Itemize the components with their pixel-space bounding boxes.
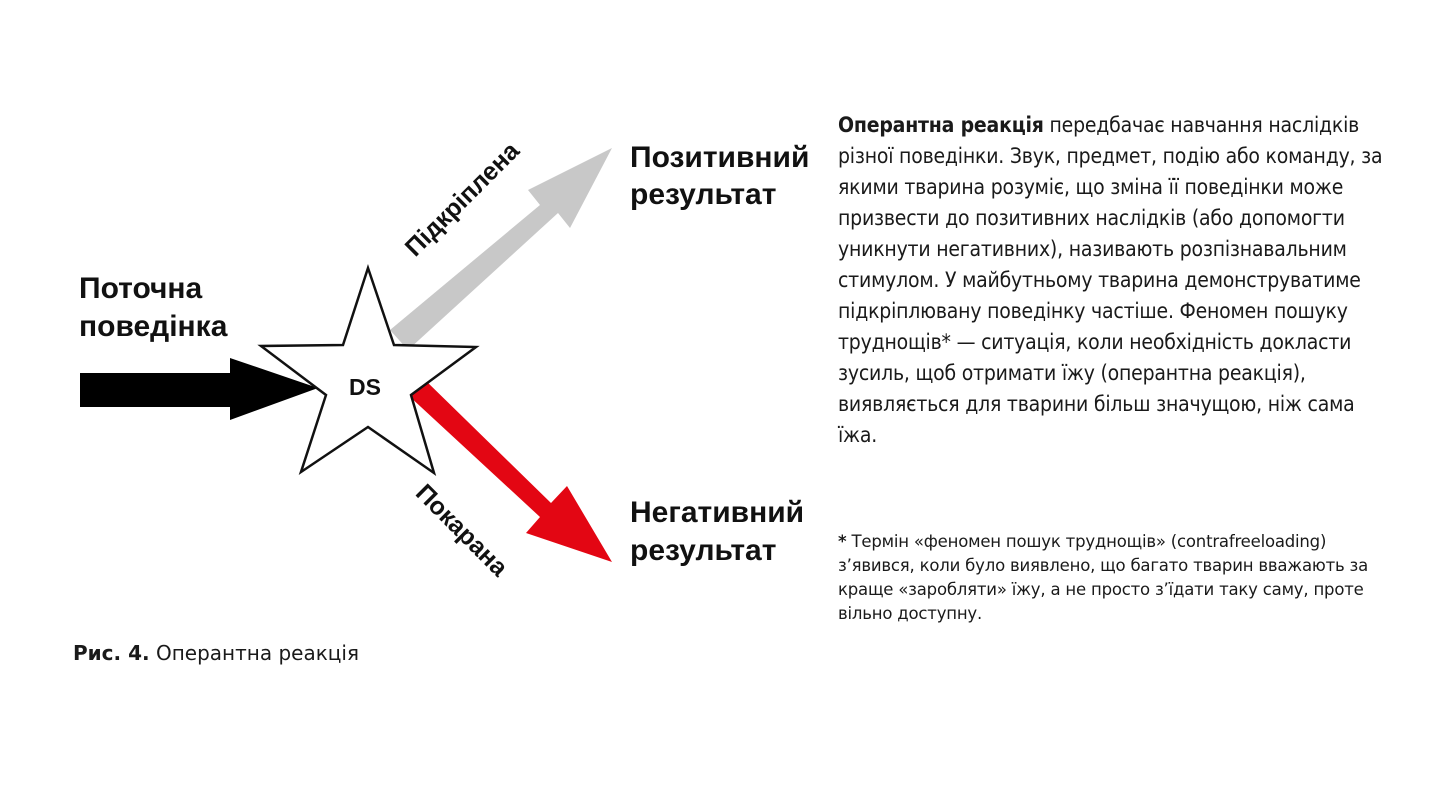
punished-label: Покарана (410, 478, 514, 582)
footnote-text: Термін «феномен пошук труднощів» (contrafreeloading) з’явився, коли було виявлено, що багато тварин вважають за краще «заробляти» їжу, а не просто з’їдати таку саму, проте вільно доступну. (838, 532, 1369, 623)
negative-result-label (630, 496, 812, 567)
positive-result-line-1: Позитивний (630, 141, 810, 174)
punished-arrow (408, 378, 612, 562)
positive-result-label (630, 141, 818, 211)
star-label: DS (349, 374, 381, 400)
current-behavior-arrow (80, 358, 318, 420)
description-text: передбачає навчання наслідків різної поведінки. Звук, предмет, подію або команду, за якими тварина розуміє, що зміна її поведінки може призвести до позитивних наслідків (або допомогти уникнути негативних), називають розпізнавальним стимулом. У майбутньому тварина демонструватиме підкріплювану поведінку частіше. Феномен пошуку труднощів* — ситуація, коли необхідність докласти зусиль, щоб отримати їжу (оперантна реакція), виявляється для тварини більш значущою, ніж сама їжа. (838, 113, 1383, 447)
footnote-marker: * (838, 532, 847, 551)
current-behavior-line-1: Поточна (79, 272, 203, 305)
current-behavior-line-2: поведінка (79, 310, 228, 343)
description-term: Оперантна реакція (838, 113, 1044, 137)
caption-text: Оперантна реакція (149, 641, 359, 665)
current-behavior-label (79, 272, 228, 343)
footnote (838, 530, 1398, 626)
reinforced-label: Підкріплена (399, 136, 525, 262)
description-paragraph (838, 110, 1398, 451)
positive-result-line-2: результат (630, 178, 777, 211)
figure-caption (73, 641, 359, 665)
caption-label: Рис. 4. (73, 641, 150, 665)
negative-result-line-2: результат (630, 534, 777, 567)
negative-result-line-1: Негативний (630, 496, 805, 529)
